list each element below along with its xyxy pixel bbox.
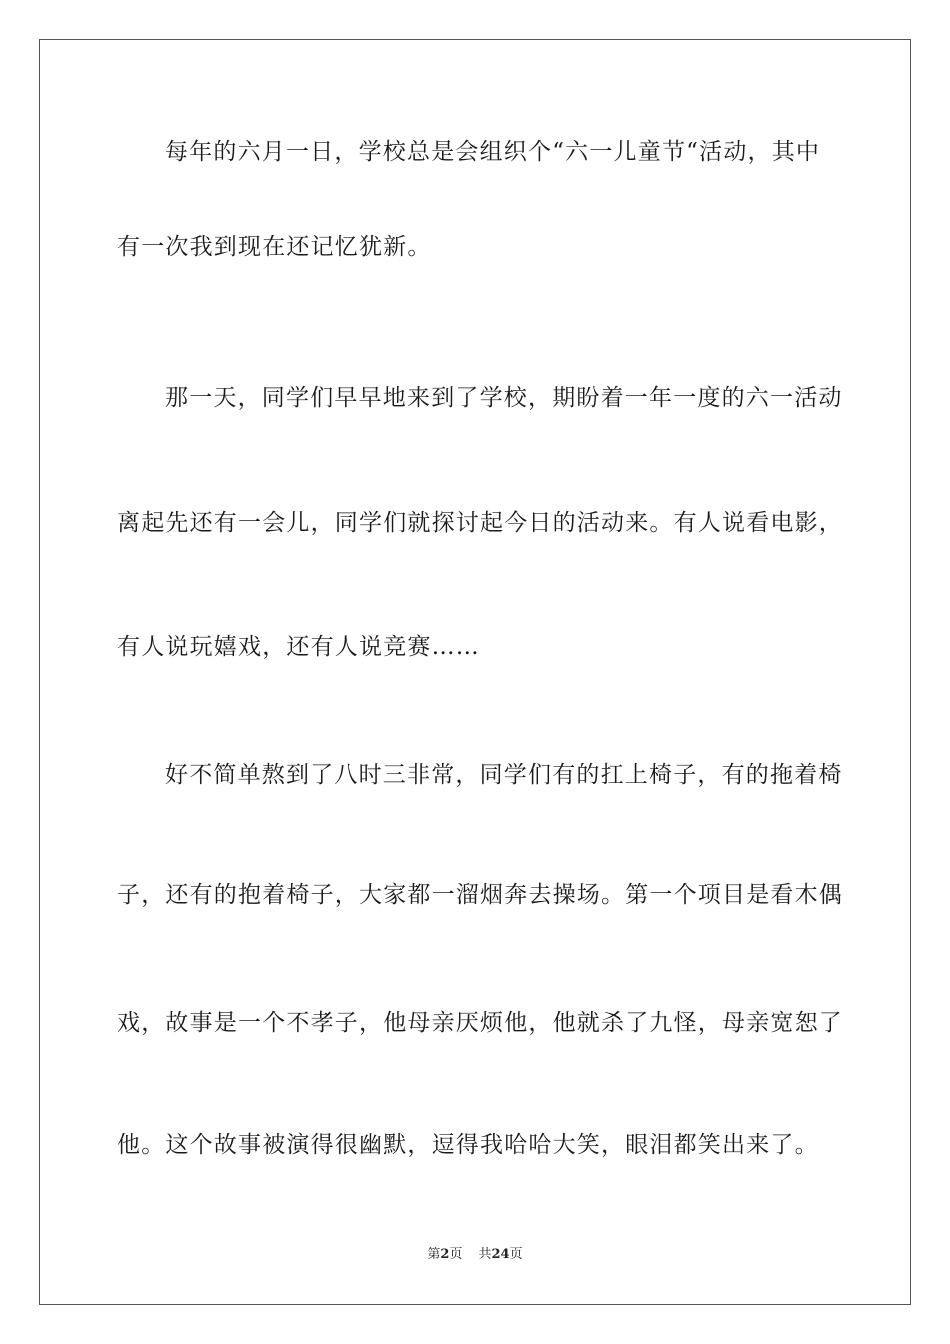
paragraph-3-line-3: 戏，故事是一个不孝子，他母亲厌烦他，他就杀了九怪，母亲宽恕了 [117,1010,843,1036]
total-prefix: 共 [478,1247,492,1262]
page-footer [0,1246,950,1264]
total-pages: 24 [491,1247,510,1262]
total-suffix: 页 [509,1247,523,1262]
paragraph-2-line-1: 那一天，同学们早早地来到了学校，期盼着一年一度的六一活动 [165,385,843,411]
page-number: 2 [440,1247,450,1262]
page-prefix: 第 [427,1247,441,1262]
paragraph-3-line-2: 子，还有的抱着椅子，大家都一溜烟奔去操场。第一个项目是看木偶 [117,882,843,908]
page-suffix: 页 [449,1247,463,1262]
paragraph-3-line-4: 他。这个故事被演得很幽默，逗得我哈哈大笑，眼泪都笑出来了。 [117,1132,819,1158]
paragraph-2-line-3: 有人说玩嬉戏，还有人说竞赛…… [117,634,480,660]
paragraph-3-line-1: 好不简单熬到了八时三非常，同学们有的扛上椅子，有的拖着椅 [165,762,843,788]
paragraph-2-line-2: 离起先还有一会儿，同学们就探讨起今日的活动来。有人说看电影， [117,510,843,536]
paragraph-1-line-2: 有一次我到现在还记忆犹新。 [117,234,432,260]
page-border [39,39,911,1305]
paragraph-1-line-1: 每年的六月一日，学校总是会组织个“六一儿童节“活动，其中 [165,139,821,165]
